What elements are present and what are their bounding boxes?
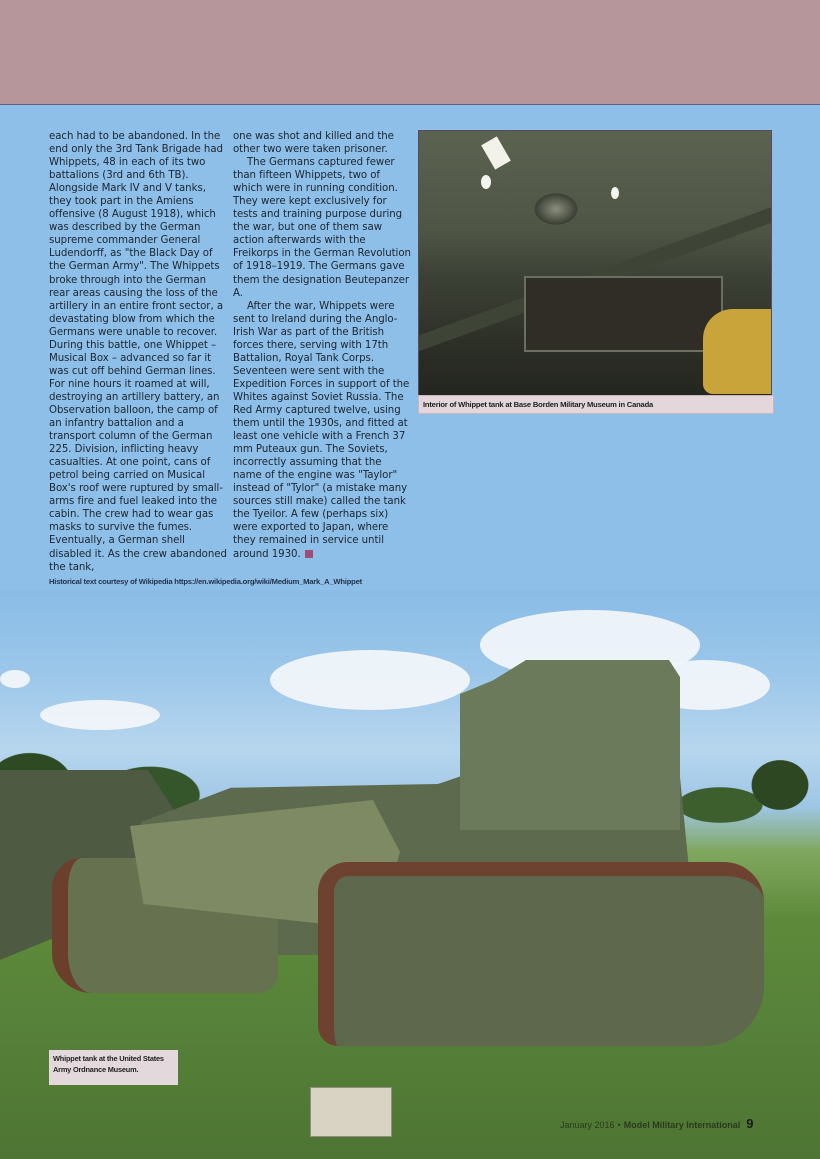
photo-cloud <box>0 670 30 688</box>
photo-sign <box>310 1087 392 1137</box>
photo-tank-cab <box>460 660 680 830</box>
page-footer <box>560 1116 753 1131</box>
header-band <box>0 0 820 105</box>
paragraph-final: After the war, Whippets were sent to Ireland during the Anglo-Irish War as part of the British forces there, serving with 17th Battalion, Royal Tank Corps. Seventeen were sent with the Expedition Forces in support of the Whites against Soviet Russia. The Red Army captured twelve, using them until the 1930s, and fitted at least one vehicle with a French 37 mm Puteaux gun. The Soviets, incorrectly assuming that the name of the engine was "Taylor" instead of "Tylor" (a mistake many sources still make) called the tank the Tyeilor. A few (perhaps six) were exported to Japan, where they remained in service until around 1930. <box>233 300 410 560</box>
photo-panel <box>524 276 723 352</box>
footer-publication: Model Military International <box>623 1120 741 1130</box>
exterior-photo-caption: Whippet tank at the United States Army Ordnance Museum. <box>49 1050 178 1085</box>
interior-tank-photo <box>418 130 772 397</box>
photo-cloth <box>703 309 771 394</box>
end-of-article-mark-icon <box>305 550 313 558</box>
paragraph: one was shot and killed and the other two were taken prisoner. <box>233 131 394 156</box>
article-column-1 <box>49 130 227 574</box>
footer-separator: • <box>617 1120 621 1130</box>
source-credit: Historical text courtesy of Wikipedia https://en.wikipedia.org/wiki/Medium_Mark_A_Whippet <box>49 577 362 586</box>
photo-highlight <box>481 175 491 189</box>
photo-highlight <box>611 187 619 199</box>
photo-cloud <box>270 650 470 710</box>
paragraph: each had to be abandoned. In the end only the 3rd Tank Brigade had Whippets, 48 in each of its two battalions (3rd and 6th TB). Alongside Mark IV and V tanks, they took part in the Amiens offensive (8 August 1918), which was described by the German supreme commander General Ludendorff, as "the Black Day of the German Army". The Whippets broke through into the German rear areas causing the loss of the artillery in an entire front sector, a devastating blow from which the Germans were unable to recover. During this battle, one Whippet – Musical Box – advanced so far it was cut off behind German lines. For nine hours it roamed at will, destroying an artillery battery, an Observation balloon, the camp of an infantry battalion and a transport column of the German 225. Division, inflicting heavy casualties. At one point, cans of petrol being carried on Musical Box's roof were ruptured by small-arms fire and fuel leaked into the cabin. The crew had to wear gas masks to survive the fumes. Eventually, a German shell disabled it. As the crew abandoned the tank, <box>49 131 227 573</box>
interior-photo-caption: Interior of Whippet tank at Base Borden Military Museum in Canada <box>418 395 774 414</box>
footer-issue: January 2016 <box>560 1120 615 1130</box>
photo-highlight <box>481 136 511 169</box>
page-number: 9 <box>746 1116 754 1131</box>
article-column-2 <box>233 130 411 561</box>
photo-tank-track-front <box>318 862 764 1046</box>
paragraph: The Germans captured fewer than fifteen Whippets, two of which were in running condition. They were kept exclusively for tests and training purpose during the war, but one of them saw action afterwards with the Freikorps in the German Revolution of 1918–1919. The Germans gave them the designation Beutepanzer A. <box>233 157 411 299</box>
